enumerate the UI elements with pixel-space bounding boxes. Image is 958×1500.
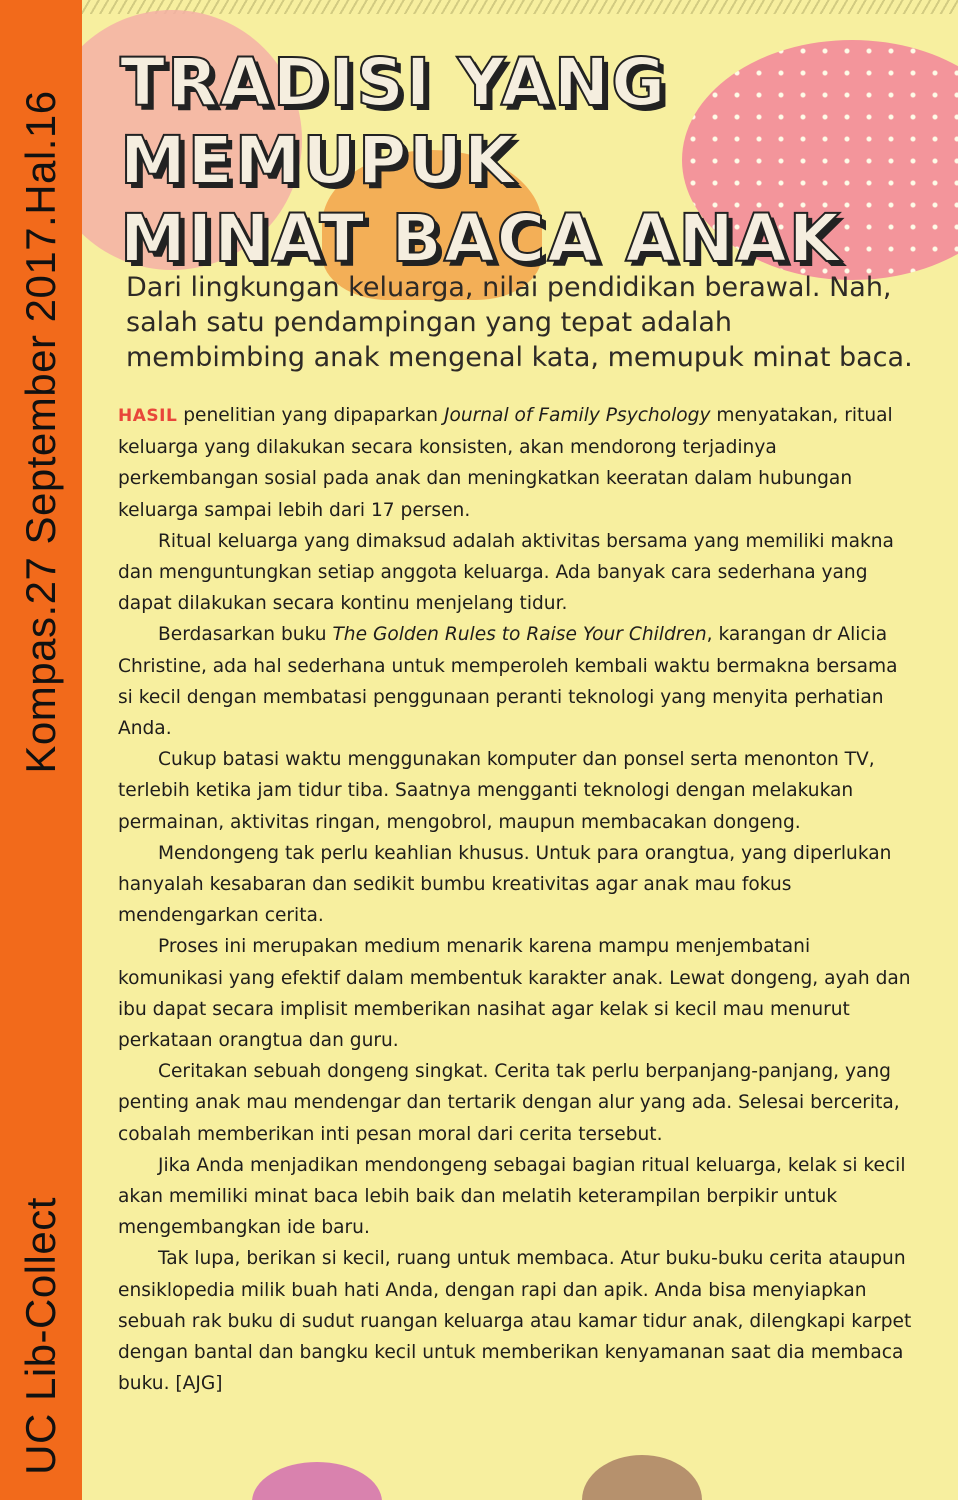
source-sidebar — [0, 0, 82, 1500]
newspaper-clipping — [82, 0, 958, 1500]
article-headline — [120, 44, 950, 278]
book-title: The Golden Rules to Raise Your Children — [332, 624, 707, 646]
paragraph-3-text-a: Berdasarkan buku — [158, 624, 333, 646]
source-label: Kompas.27 September 2017.Hal.16 — [17, 90, 64, 774]
torn-edge-hatching — [82, 0, 958, 14]
decorative-bottom-illustration-2 — [582, 1455, 702, 1500]
article-lede: Dari lingkungan keluarga, nilai pendidikan berawal. Nah, salah satu pendampingan yang tepat adalah membimbing anak mengenal kata, memupuk minat baca. — [126, 272, 913, 373]
journal-title: Journal of Family Psychology — [443, 405, 711, 426]
paragraph-4: Cukup batasi waktu menggunakan komputer dan ponsel serta menonton TV, terlebih ketika jam tidur tiba. Saatnya mengganti teknologi dengan melakukan permainan, aktivitas ringan, mengobrol, maupun membacakan dongeng. — [118, 749, 875, 833]
paragraph-3 — [118, 619, 918, 744]
paragraph-7: Ceritakan sebuah dongeng singkat. Cerita tak perlu berpanjang-panjang, yang penting anak mau mendengar dan tertarik dengan alur yang ada. Selesai bercerita, cobalah memberikan inti pesan moral dari cerita tersebut. — [118, 1061, 900, 1145]
paragraph-2: Ritual keluarga yang dimaksud adalah aktivitas bersama yang memiliki makna dan menguntungkan setiap anggota keluarga. Ada banyak cara sederhana yang dapat dilakukan secara kontinu menjelang tidur. — [118, 530, 894, 615]
paragraph-5: Mendongeng tak perlu keahlian khusus. Untuk para orangtua, yang diperlukan hanyalah kesabaran dan sedikit bumbu kreativitas agar anak mau fokus mendengarkan cerita. — [118, 842, 892, 927]
lead-word: HASIL — [118, 406, 178, 426]
headline-line-2: MINAT BACA ANAK — [120, 200, 842, 277]
paragraph-1 — [118, 400, 918, 526]
paragraph-9: Tak lupa, berikan si kecil, ruang untuk membaca. Atur buku-buku cerita ataupun ensiklopedia milik buah hati Anda, dengan rapi dan apik. Anda bisa menyiapkan sebuah rak buku di sudut ruangan keluarga atau kamar tidur anak, dilengkapi karpet dengan bantal dan bangku kecil untuk memberikan kenyamanan saat dia membaca buku. [AJG] — [118, 1248, 912, 1395]
paragraph-6: Proses ini merupakan medium menarik karena mampu menjembatani komunikasi yang efektif dalam membentuk karakter anak. Lewat dongeng, ayah dan ibu dapat secara implisit memberikan nasihat agar kelak si kecil mau menurut perkataan orangtua dan guru. — [118, 936, 911, 1052]
paragraph-8: Jika Anda menjadikan mendongeng sebagai bagian ritual keluarga, kelak si kecil akan memiliki minat baca lebih baik dan melatih keterampilan berpikir untuk mengembangkan ide baru. — [118, 1154, 906, 1239]
paragraph-1-text-b: menyatakan, ritual keluarga yang dilakukan secara konsisten, akan mendorong terjadinya perkembangan sosial pada anak dan meningkatkan keeratan dalam hubungan keluarga sampai lebih dari 17 persen. — [118, 405, 893, 521]
collection-label: UC Lib-Collect — [17, 1197, 64, 1475]
paragraph-1-text-a: penelitian yang dipaparkan — [177, 405, 444, 426]
paragraph-3-text-b: , karangan dr Alicia Christine, ada hal sederhana untuk memperoleh kembali waktu bermakna bersama si kecil dengan membatasi penggunaan peranti teknologi yang menyita perhatian Anda. — [118, 624, 898, 740]
headline-line-1: TRADISI YANG MEMUPUK — [120, 44, 668, 199]
decorative-bottom-illustration — [252, 1462, 382, 1500]
article-body — [118, 400, 918, 1400]
